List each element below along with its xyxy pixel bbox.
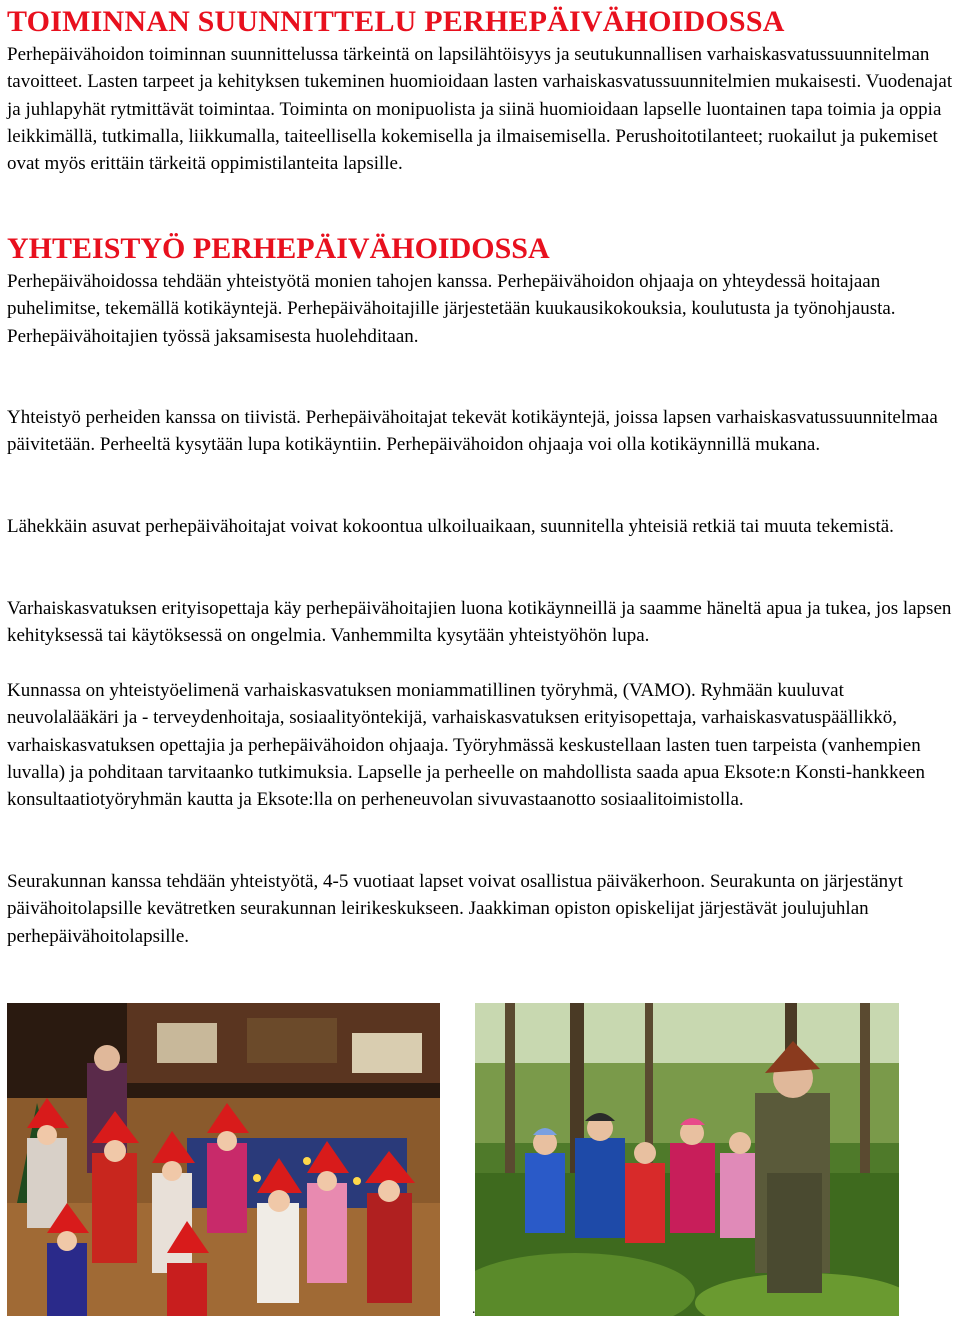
- cooperation-paragraph-5: Kunnassa on yhteistyöelimenä varhaiskasvatuksen moniammatillinen työryhmä, (VAMO). Ryhmään kuuluvat neuvolalääkäri ja - terveydenhoitaja, sosiaalityöntekijä, varhaiskasvatuksen erityisopettaja, varhaiskasvatuspäällikkö, varhaiskasvatuksen opettajia ja perhepäivähoidon ohjaaja. Työryhmässä keskustellaan lasten tuen tarpeista (vanhempien luvalla) ja pohditaan tarvitaanko tutkimuksia. Lapselle ja perheelle on mahdollista saada apua Eksote:n Konsti-hankkeen konsultaatiotyöryhmän kautta ja Eksote:lla on perheneuvolan sivuvastaanotto sosiaalitoimistolla.: [7, 680, 926, 811]
- section-title-planning: TOIMINNAN SUUNNITTELU PERHEPÄIVÄHOIDOSSA: [7, 5, 785, 38]
- cooperation-paragraph-1: Perhepäivähoidossa tehdään yhteistyötä monien tahojen kanssa. Perhepäivähoidon ohjaaja on yhteydessä hoitajaan puhelimitse, tekemällä kotikäyntejä. Perhepäivähoitajille järjestetään kuukausikokouksia, koulutusta ja työnohjausta. Perhepäivähoitajien työssä jaksamisesta huolehditaan.: [7, 271, 896, 347]
- christmas-party-photo: [7, 1003, 440, 1316]
- planning-paragraph-main: Perhepäivähoidon toiminnan suunnittelussa tärkeintä on lapsilähtöisyys ja seutukunnallisen varhaiskasvatussuunnitelman tavoitteet. Lasten tarpeet ja kehityksen tukeminen huomioidaan lasten varhaiskasvatussuunnitelmien mukaisesti. Vuodenajat ja juhlapyhät rytmittävät toimintaa. Toiminta on monipuolista ja siinä huomioidaan lapselle luontainen tapa toimia ja oppia leikkimällä, tutkimalla, liikkumalla, taiteellisella kokemisella ja ilmaisemisella.: [7, 44, 953, 147]
- cooperation-paragraph-2: Yhteistyö perheiden kanssa on tiivistä. Perhepäivähoitajat tekevät kotikäyntejä, joissa lapsen varhaiskasvatussuunnitelmaa päivitetään. Perheeltä kysytään lupa kotikäyntiin. Perhepäivähoidon ohjaaja voi olla kotikäynnillä mukana.: [7, 407, 938, 456]
- document-page: [7, 0, 955, 947]
- trailing-dot: .: [472, 1302, 476, 1317]
- section-title-cooperation: YHTEISTYÖ PERHEPÄIVÄHOIDOSSA: [7, 232, 550, 265]
- cooperation-paragraph-6: Seurakunnan kanssa tehdään yhteistyötä, 4-5 vuotiaat lapset voivat osallistua päiväkerhoon. Seurakunta on järjestänyt päivähoitolapsille kevätretken seurakunnan leirikeskukseen. Jaakkiman opiston opiskelijat järjestävät joulujuhlan perhepäivähoitolapsille.: [7, 871, 903, 947]
- cooperation-paragraph-3: Lähekkäin asuvat perhepäivähoitajat voivat kokoontua ulkoiluaikaan, suunnitella yhteisiä retkiä tai muuta tekemistä.: [7, 516, 894, 537]
- cooperation-paragraph-4: Varhaiskasvatuksen erityisopettaja käy perhepäivähoitajien luona kotikäynneillä ja saamme häneltä apua ja tukea, jos lapsen kehityksessä tai käytöksessä on ongelmia. Vanhemmilta kysytään yhteistyöhön lupa.: [7, 598, 952, 647]
- planning-paragraph: [7, 41, 955, 177]
- forest-excursion-photo: [475, 1003, 899, 1316]
- planning-paragraph-end: Perushoitotilanteet; ruokailut ja pukemiset ovat myös erittäin tärkeitä oppimistilanteita lapsille.: [7, 125, 938, 175]
